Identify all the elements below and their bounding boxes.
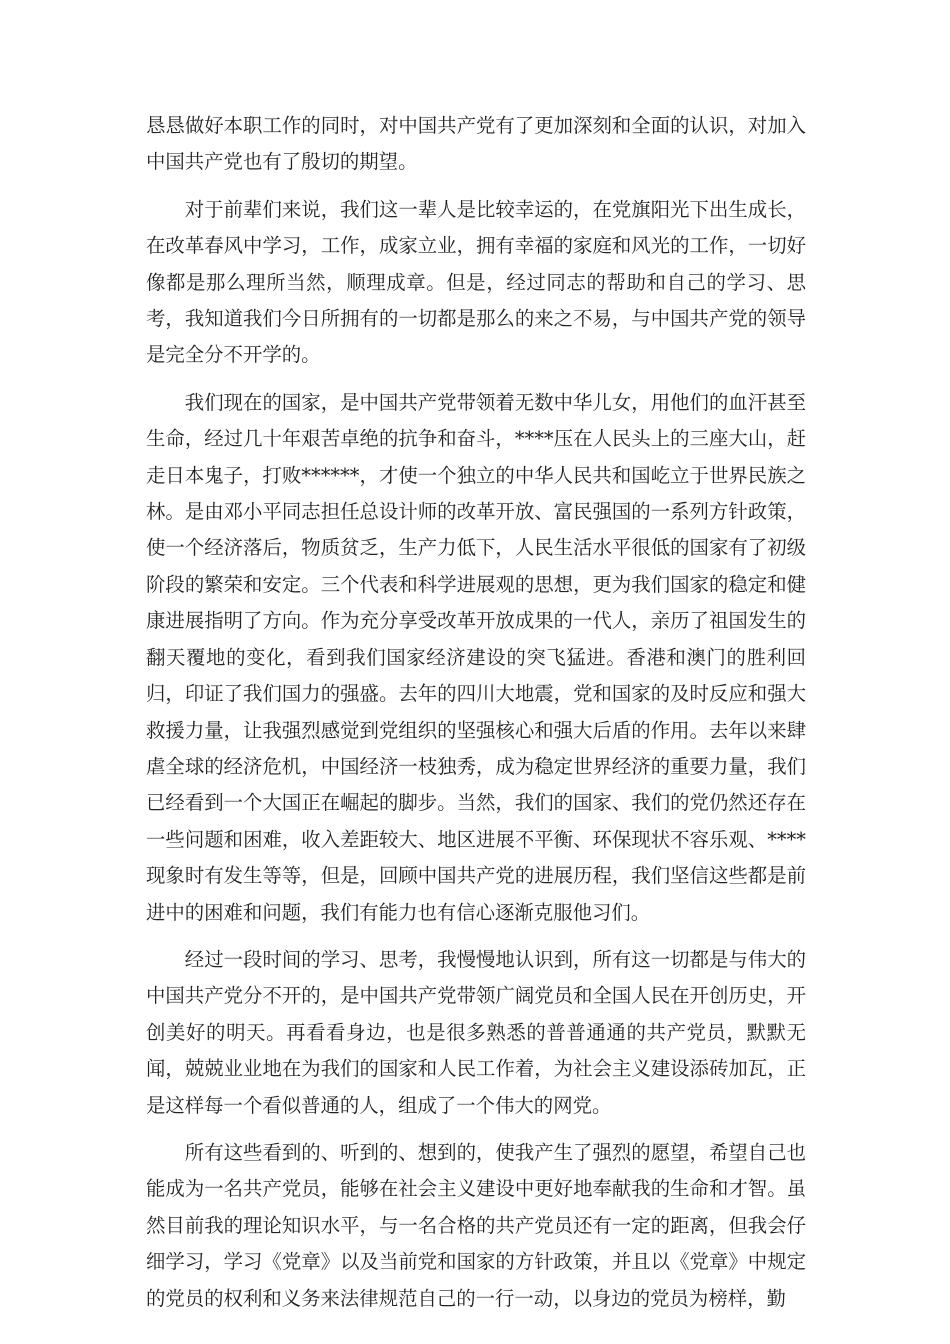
paragraph-country: 我们现在的国家，是中国共产党带领着无数中华儿女，用他们的血汗甚至生命，经过几十年艰苦卓绝的抗争和奋斗，****压在人民头上的三座大山，赶走日本鬼子，打败******，才使一个独立的中华人民共和国屹立于世界民族之林。是由邓小平同志担任总设计师的改革开放、富民强国的一系列方针政策，使一个经济落后，物质贫乏，生产力低下，人民生活水平很低的国家有了初级阶段的繁荣和安定。三个代表和科学进展观的思想，更为我们国家的稳定和健康进展指明了方向。作为充分享受改革开放成果的一代人，亲历了祖国发生的翻天覆地的变化，看到我们国家经济建设的突飞猛进。香港和澳门的胜利回归，印证了我们国力的强盛。去年的四川大地震，党和国家的及时反应和强大救援力量，让我强烈感觉到党组织的坚强核心和强大后盾的作用。去年以来肆虐全球的经济危机，中国经济一枝独秀，成为稳定世界经济的重要力量，我们已经看到一个大国正在崛起的脚步。当然，我们的国家、我们的党仍然还存在一些问题和困难，收入差距较大、地区进展不平衡、环保现状不容乐观、****现象时有发生等等，但是，回顾中国共产党的进展历程，我们坚信这些都是前进中的困难和问题，我们有能力也有信心逐渐克服他习们。 — [146, 390, 806, 924]
paragraph-predecessors: 对于前辈们来说，我们这一辈人是比较幸运的，在党旗阳光下出生成长，在改革春风中学习，工作，成家立业，拥有幸福的家庭和风光的工作，一切好像都是那么理所当然，顺理成章。但是，经过同志的帮助和自己的学习、思考，我知道我们今日所拥有的一切都是那么的来之不易，与中国共产党的领导是完全分不开学的。 — [146, 197, 806, 367]
paragraph-aspiration: 所有这些看到的、听到的、想到的，使我产生了强烈的愿望，希望自己也能成为一名共产党员，能够在社会主义建设中更好地奉献我的生命和才智。虽然目前我的理论知识水平，与一名合格的共产党员还有一定的距离，但我会仔细学习，学习《党章》以及当前党和国家的方针政策，并且以《党章》中规定的党员的权利和义务来法律规范自己的一行一动，以身边的党员为榜样，勤 — [146, 1140, 806, 1310]
paragraph-realization: 经过一段时间的学习、思考，我慢慢地认识到，所有这一切都是与伟大的中国共产党分不开的，是中国共产党带领广阔党员和全国人民在开创历史，开创美好的明天。再看看身边，也是很多熟悉的普普通通的共产党员，默默无闻，兢兢业业地在为我们的国家和人民工作着，为社会主义建设添砖加瓦，正是这样每一个看似普通的人，组成了一个伟大的网党。 — [146, 947, 806, 1117]
document-body — [146, 108, 806, 1328]
paragraph-continued: 恳恳做好本职工作的同时，对中国共产党有了更加深刻和全面的认识，对加入中国共产党也有了殷切的期望。 — [146, 114, 806, 174]
